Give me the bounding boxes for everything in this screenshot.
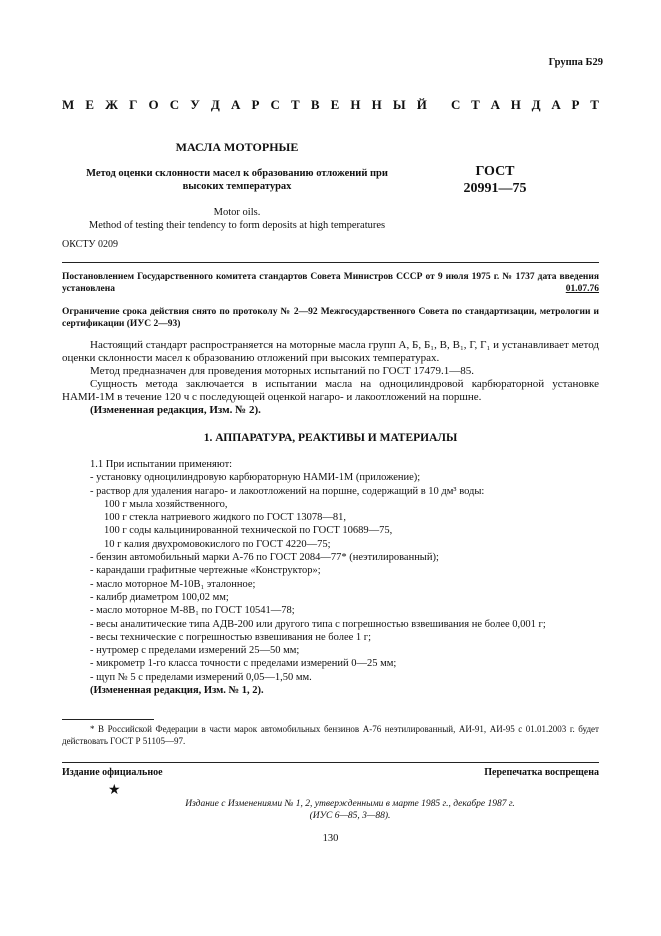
list-item: - калибр диаметром 100,02 мм;: [90, 591, 229, 603]
intro-amendment: (Измененная редакция, Изм. № 2).: [90, 404, 261, 416]
group-code: Группа Б29: [548, 57, 603, 68]
heading-letter: Р: [571, 97, 580, 112]
list-item: - карандаши графитные чертежные «Конструктор»;: [90, 565, 321, 577]
heading-letter: Д: [210, 97, 220, 112]
official-edition-label: Издание официальное: [62, 767, 163, 778]
heading-letter: Ы: [392, 97, 406, 112]
heading-letter: А: [230, 97, 241, 112]
edition-note-line-2: (ИУС 6—85, 3—88).: [309, 811, 391, 821]
list-item: - щуп № 5 с пределами измерений 0,05—1,50 мм.: [90, 671, 312, 683]
english-title-line-2: Method of testing their tendency to form deposits at high temperatures: [88, 220, 386, 231]
heading-letter: С: [451, 97, 461, 112]
section-amendment: (Измененная редакция, Изм. № 1, 2).: [90, 685, 264, 697]
heading-letter: Т: [291, 97, 300, 112]
reprint-prohibited-label: Перепечатка воспрещена: [484, 767, 599, 778]
subtitle-line-1: Метод оценки склонности масел к образованию отложений при: [86, 168, 388, 179]
heading-letter: С: [270, 97, 280, 112]
list-item: - микрометр 1-го класса точности с пределами измерений 0—25 мм;: [90, 658, 397, 670]
decree-text: [62, 271, 599, 295]
gost-label: ГОСТ: [475, 164, 515, 179]
heading-letter: Р: [251, 97, 260, 112]
heading-letter: А: [490, 97, 500, 112]
section-heading: 1. АППАРАТУРА, РЕАКТИВЫ И МАТЕРИАЛЫ: [203, 432, 458, 444]
heading-letter: Т: [590, 97, 599, 112]
equipment-list: [62, 458, 599, 697]
footnote: [62, 724, 599, 747]
heading-letter: Т: [471, 97, 480, 112]
list-item: - весы технические с погрешностью взвешивания не более 1 г;: [90, 631, 372, 643]
footnote-separator: [62, 719, 154, 720]
edition-note: [150, 798, 550, 822]
heading-letter: Н: [371, 97, 382, 112]
intro-paragraph-3: Сущность метода заключается в испытании масла на одноцилиндровой карбюраторной установке НАМИ-1М в течение 120 ч с последующей оценкой нагаро- и лакоотложений на поршне.: [62, 378, 599, 403]
interstate-standard-heading: [62, 97, 599, 113]
edition-note-line-1: Издание с Изменениями № 1, 2, утвержденными в марте 1985 г., декабре 1987 г.: [185, 799, 515, 809]
heading-letter: Е: [330, 97, 340, 112]
limitation-note: Ограничение срока действия снято по протоколу № 2—92 Межгосударственного Совета по стандартизации, метрологии и сертификации (ИУС 2—93): [62, 307, 599, 329]
list-item: 10 г калия двухромовокислого по ГОСТ 4220—75;: [104, 538, 331, 550]
list-item: - установку одноцилиндровую карбюраторную НАМИ-1М (приложение);: [90, 472, 421, 484]
star-icon: ★: [108, 783, 121, 798]
heading-letter: С: [169, 97, 180, 112]
page-number: 130: [322, 833, 339, 844]
heading-letter: Ж: [105, 97, 119, 112]
list-item: - нутромер с пределами измерений 25—50 мм;: [90, 645, 300, 657]
heading-letter: Н: [510, 97, 521, 112]
heading-letter: Д: [531, 97, 541, 112]
heading-letter: А: [551, 97, 561, 112]
heading-letter: М: [62, 97, 75, 112]
gost-designation: [440, 163, 550, 197]
list-item: - бензин автомобильный марки А-76 по ГОСТ 2084—77* (неэтилированный);: [90, 552, 439, 564]
heading-letter: Е: [85, 97, 95, 112]
list-item: - масло моторное М-8В₁ по ГОСТ 10541—78;: [90, 605, 295, 617]
okstu-code: ОКСТУ 0209: [62, 239, 119, 250]
intro-text: [62, 339, 599, 417]
heading-letter: Н: [350, 97, 361, 112]
list-item: 1.1 При испытании применяют:: [90, 459, 233, 470]
divider-bottom: [62, 762, 599, 763]
divider-top: [62, 262, 599, 263]
document-subtitle: [62, 167, 412, 193]
english-title-line-1: Motor oils.: [213, 207, 261, 218]
subtitle-line-2: высоких температурах: [182, 181, 292, 192]
list-item: 100 г мыла хозяйственного,: [104, 498, 228, 510]
heading-letter: В: [310, 97, 320, 112]
list-item: - раствор для удаления нагаро- и лакоотложений на поршне, содержащий в 10 дм³ воды:: [90, 485, 485, 497]
document-title: МАСЛА МОТОРНЫЕ: [175, 140, 299, 154]
list-item: 100 г соды кальцинированной технической по ГОСТ 10689—75,: [104, 525, 393, 537]
intro-paragraph-2: Метод предназначен для проведения моторных испытаний по ГОСТ 17479.1—85.: [90, 365, 475, 377]
gost-number: 20991—75: [463, 181, 527, 196]
decree-body: Постановлением Государственного комитета стандартов Совета Министров СССР от 9 июля 1975 г. № 1737 дата введения установлена: [62, 272, 599, 294]
intro-paragraph-1: Настоящий стандарт распространяется на моторные масла групп А, Б, Б₁, В, В₁, Г, Г₁ и устанавливает метод оценки склонности масел к образованию отложений при высоких температурах.: [62, 339, 599, 364]
heading-word-standard: [451, 97, 599, 113]
heading-letter: Й: [416, 97, 427, 112]
heading-letter: О: [148, 97, 159, 112]
list-item: 100 г стекла натриевого жидкого по ГОСТ 13078—81,: [104, 512, 347, 524]
heading-word-interstate: [62, 97, 427, 113]
list-item: - весы аналитические типа АДВ-200 или другого типа с погрешностью взвешивания не более 0,001 г;: [90, 618, 546, 630]
english-title: [62, 206, 412, 232]
footnote-text: * В Российской Федерации в части марок автомобильных бензинов А-76 неэтилированный, АИ-91, АИ-95 с 01.01.2003 г. будет действовать ГОСТ Р 51105—97.: [62, 724, 599, 746]
heading-letter: У: [190, 97, 200, 112]
decree-date: 01.07.76: [565, 284, 599, 294]
list-item: - масло моторное М-10В₁ эталонное;: [90, 578, 256, 590]
heading-letter: Г: [129, 97, 138, 112]
